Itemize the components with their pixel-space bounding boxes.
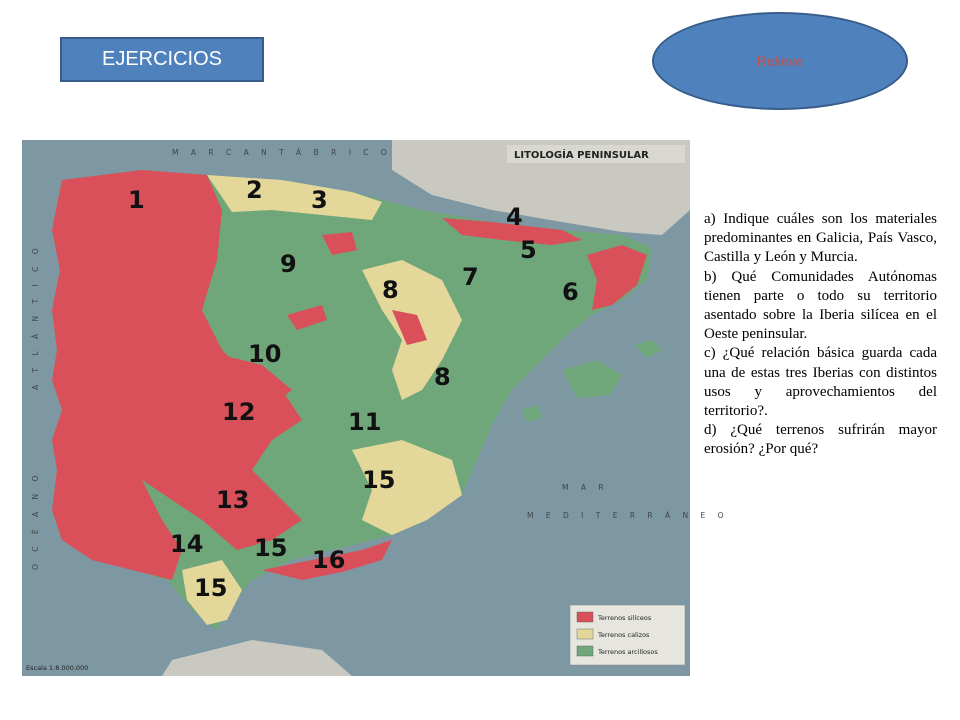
sea-label-cantabrico: M A R C A N T Á B R I C O (172, 148, 392, 157)
region-number: 15 (194, 574, 228, 602)
region-number: 15 (362, 466, 396, 494)
region-number: 3 (311, 186, 328, 214)
question-b: b) Qué Comunidades Autónomas tienen parte o todo su territorio asentado sobre la Iberia silícea en el Oeste peninsular. (704, 268, 937, 343)
legend-swatch-siliceous (577, 612, 593, 622)
legend-label-clay: Terrenos arcillosos (598, 648, 658, 656)
map-title: LITOLOGÍA PENINSULAR (514, 150, 649, 161)
legend-label-calcareous: Terrenos calizos (598, 631, 650, 639)
region-number: 12 (222, 398, 256, 426)
region-number: 15 (254, 534, 288, 562)
question-d: d) ¿Qué terrenos sufrirán mayor erosión? ¿Por qué? (704, 422, 937, 458)
map-legend (570, 605, 685, 665)
exercise-text (704, 210, 937, 460)
region-number: 13 (216, 486, 250, 514)
region-number: 4 (506, 203, 523, 231)
region-number: 10 (248, 340, 282, 368)
region-number: 5 (520, 236, 537, 264)
map-scale: Escala 1:8.000.000 (26, 664, 89, 672)
sea-label-mediterraneo: M E D I T E R R Á N E O (527, 511, 729, 520)
region-number: 1 (128, 186, 145, 214)
legend-label-siliceous: Terrenos silíceos (598, 614, 652, 622)
region-number: 14 (170, 530, 204, 558)
region-number: 16 (312, 546, 346, 574)
region-number: 6 (562, 278, 579, 306)
lithology-map (22, 140, 729, 676)
question-a: a) Indique cuáles son los materiales predominantes en Galicia, País Vasco, Castilla y León y Murcia. (704, 211, 937, 266)
region-number: 7 (462, 263, 479, 291)
sea-label-oceano: O C É A N O (31, 470, 40, 570)
exercises-button[interactable]: EJERCICIOS (60, 37, 264, 82)
question-c: c) ¿Qué relación básica guarda cada una de estas tres Iberias con distintos usos y aprovechamientos del territorio?. (704, 345, 937, 420)
region-number: 8 (434, 363, 451, 391)
region-number: 9 (280, 250, 297, 278)
region-number: 8 (382, 276, 399, 304)
legend-swatch-clay (577, 646, 593, 656)
region-number: 11 (348, 408, 382, 436)
sea-label-atlantico: A T L Á N T I C O (31, 243, 40, 390)
sea-label-mar: M A R (562, 483, 609, 492)
legend-swatch-calcareous (577, 629, 593, 639)
relieve-button[interactable]: Relieve (652, 12, 908, 110)
region-number: 2 (246, 176, 263, 204)
